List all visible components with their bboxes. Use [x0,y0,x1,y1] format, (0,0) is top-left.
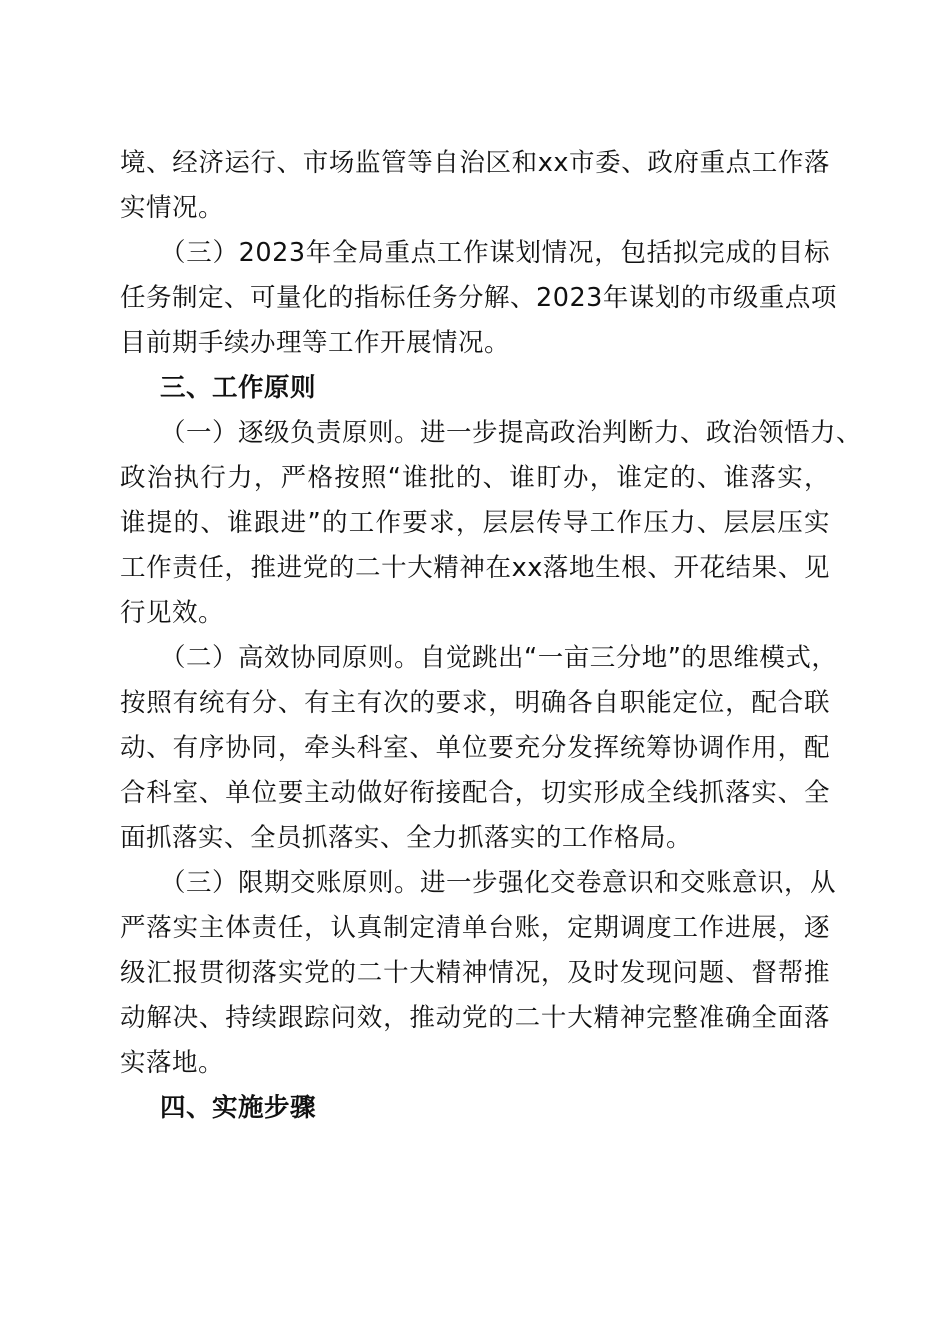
principle-3-line-2: 严落实主体责任，认真制定清单台账，定期调度工作进展，逐 [120,913,830,943]
section-heading-3: 三、工作原则 [160,373,317,403]
principle-2-line-5: 面抓落实、全员抓落实、全力抓落实的工作格局。 [120,823,693,853]
section-heading-4: 四、实施步骤 [160,1093,317,1123]
principle-3-line-4: 动解决、持续跟踪问效，推动党的二十大精神完整准确全面落 [120,1003,830,1033]
principle-1-line-5: 行见效。 [120,598,225,628]
item-3-line-3: 目前期手续办理等工作开展情况。 [120,328,511,358]
principle-1-line-1: （一）逐级负责原则。进一步提高政治判断力、政治领悟力、 [160,418,863,448]
principle-1-line-2: 政治执行力，严格按照“谁批的、谁盯办，谁定的、谁落实， [120,463,830,493]
principle-2-line-3: 动、有序协同，牵头科室、单位要充分发挥统筹协调作用，配 [120,733,830,763]
body-line-2: 实情况。 [120,193,225,223]
principle-1-line-4: 工作责任，推进党的二十大精神在xx落地生根、开花结果、见 [120,553,830,583]
item-3-line-2: 任务制定、可量化的指标任务分解、2023年谋划的市级重点项 [120,283,837,313]
principle-3-line-3: 级汇报贯彻落实党的二十大精神情况，及时发现问题、督帮推 [120,958,830,988]
principle-3-line-1: （三）限期交账原则。进一步强化交卷意识和交账意识，从 [160,868,837,898]
principle-2-line-1: （二）高效协同原则。自觉跳出“一亩三分地”的思维模式， [160,643,838,673]
principle-2-line-2: 按照有统有分、有主有次的要求，明确各自职能定位，配合联 [120,688,830,718]
principle-2-line-4: 合科室、单位要主动做好衔接配合，切实形成全线抓落实、全 [120,778,830,808]
item-3-line-1: （三）2023年全局重点工作谋划情况，包括拟完成的目标 [160,238,830,268]
principle-3-line-5: 实落地。 [120,1048,225,1078]
body-line-1: 境、经济运行、市场监管等自治区和xx市委、政府重点工作落 [120,148,830,178]
principle-1-line-3: 谁提的、谁跟进”的工作要求，层层传导工作压力、层层压实 [120,508,830,538]
